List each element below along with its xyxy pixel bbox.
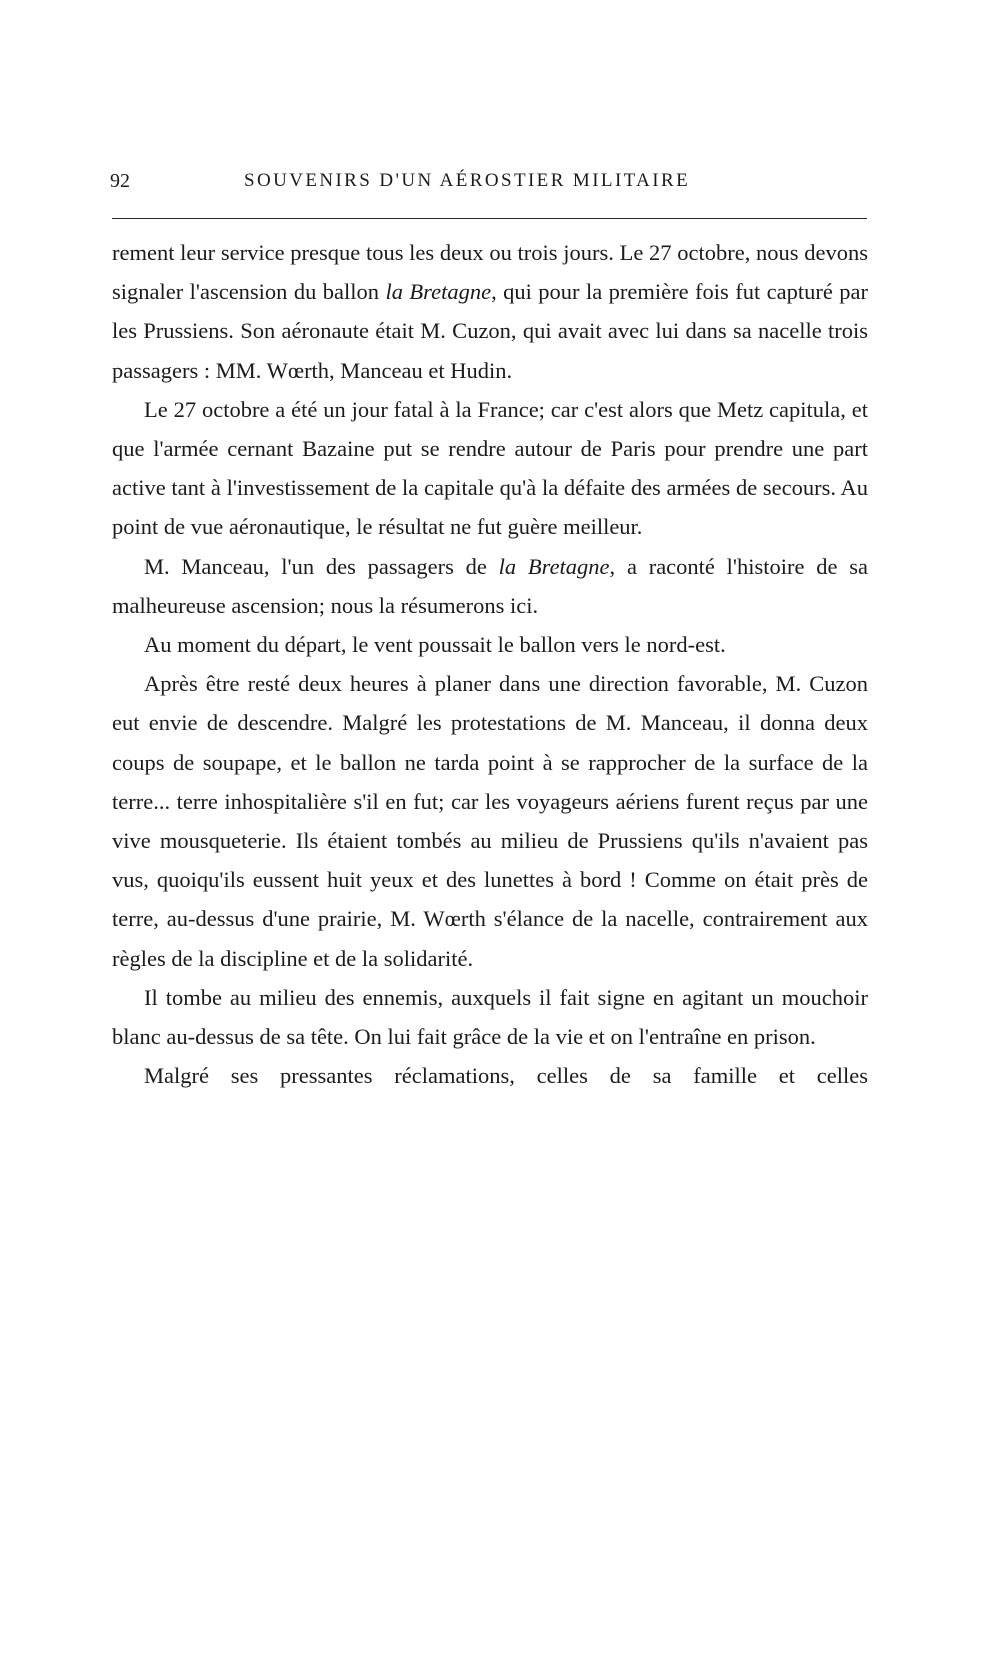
paragraph-1 bbox=[112, 233, 868, 390]
text-segment: Après être resté deux heures à planer dans une direction favorable, M. Cuzon eut envie de descendre. Malgré les protestations de M. Manceau, il donna deux coups de soupape, et le ballon ne tarda point à se rapprocher de la surface de la terre... terre inhospitalière s'il en fut; car les voyageurs aériens furent reçus par une vive mousqueterie. Ils étaient tombés au milieu de Prussiens qu'ils n'avaient pas vus, quoiqu'ils eussent huit yeux et des lunettes à bord ! Comme on était près de terre, au-dessus d'une prairie, M. Wœrth s'élance de la nacelle, contrairement aux règles de la discipline et de la solidarité. bbox=[112, 671, 868, 971]
text-segment: , a raconté l'histoire de sa malheureuse ascension; nous la résumerons ici. bbox=[112, 553, 869, 618]
body-text bbox=[112, 233, 868, 1095]
paragraph-5 bbox=[112, 664, 868, 978]
text-segment: rement leur service presque tous les deux ou trois jours. Le 27 octobre, nous devons signaler l'ascension du ballon bbox=[112, 240, 868, 305]
paragraph-7 bbox=[112, 1056, 868, 1095]
text-segment: Malgré ses pressantes réclamations, celles de sa famille et celles bbox=[144, 1063, 868, 1089]
ship-name-italic: la Bretagne bbox=[498, 553, 610, 579]
text-segment: Au moment du départ, le vent poussait le ballon vers le nord-est. bbox=[144, 632, 726, 658]
page-header bbox=[110, 170, 872, 204]
paragraph-6 bbox=[112, 978, 868, 1056]
paragraph-4 bbox=[112, 625, 868, 664]
text-segment: , qui pour la première fois fut capturé par les Prussiens. Son aéronaute était M. Cuzon, qui avait avec lui dans sa nacelle trois passagers : MM. Wœrth, Manceau et Hudin. bbox=[112, 279, 869, 383]
paragraph-2 bbox=[112, 390, 868, 547]
header-rule bbox=[112, 218, 867, 219]
ship-name-italic: la Bretagne bbox=[385, 279, 492, 305]
page-number: 92 bbox=[110, 170, 130, 192]
text-segment: M. Manceau, l'un des passagers de bbox=[144, 553, 499, 579]
paragraph-3 bbox=[112, 547, 868, 625]
text-segment: Il tombe au milieu des ennemis, auxquels il fait signe en agitant un mouchoir blanc au-dessus de sa tête. On lui fait grâce de la vie et on l'entraîne en prison. bbox=[112, 984, 868, 1050]
running-title: SOUVENIRS D'UN AÉROSTIER MILITAIRE bbox=[244, 170, 691, 191]
text-segment: Le 27 octobre a été un jour fatal à la France; car c'est alors que Metz capitula, et que l'armée cernant Bazaine put se rendre autour de Paris pour prendre une part active tant à l'investissement de la capitale qu'à la défaite des armées de secours. Au point de vue aéronautique, le résultat ne fut guère meilleur. bbox=[112, 396, 868, 540]
